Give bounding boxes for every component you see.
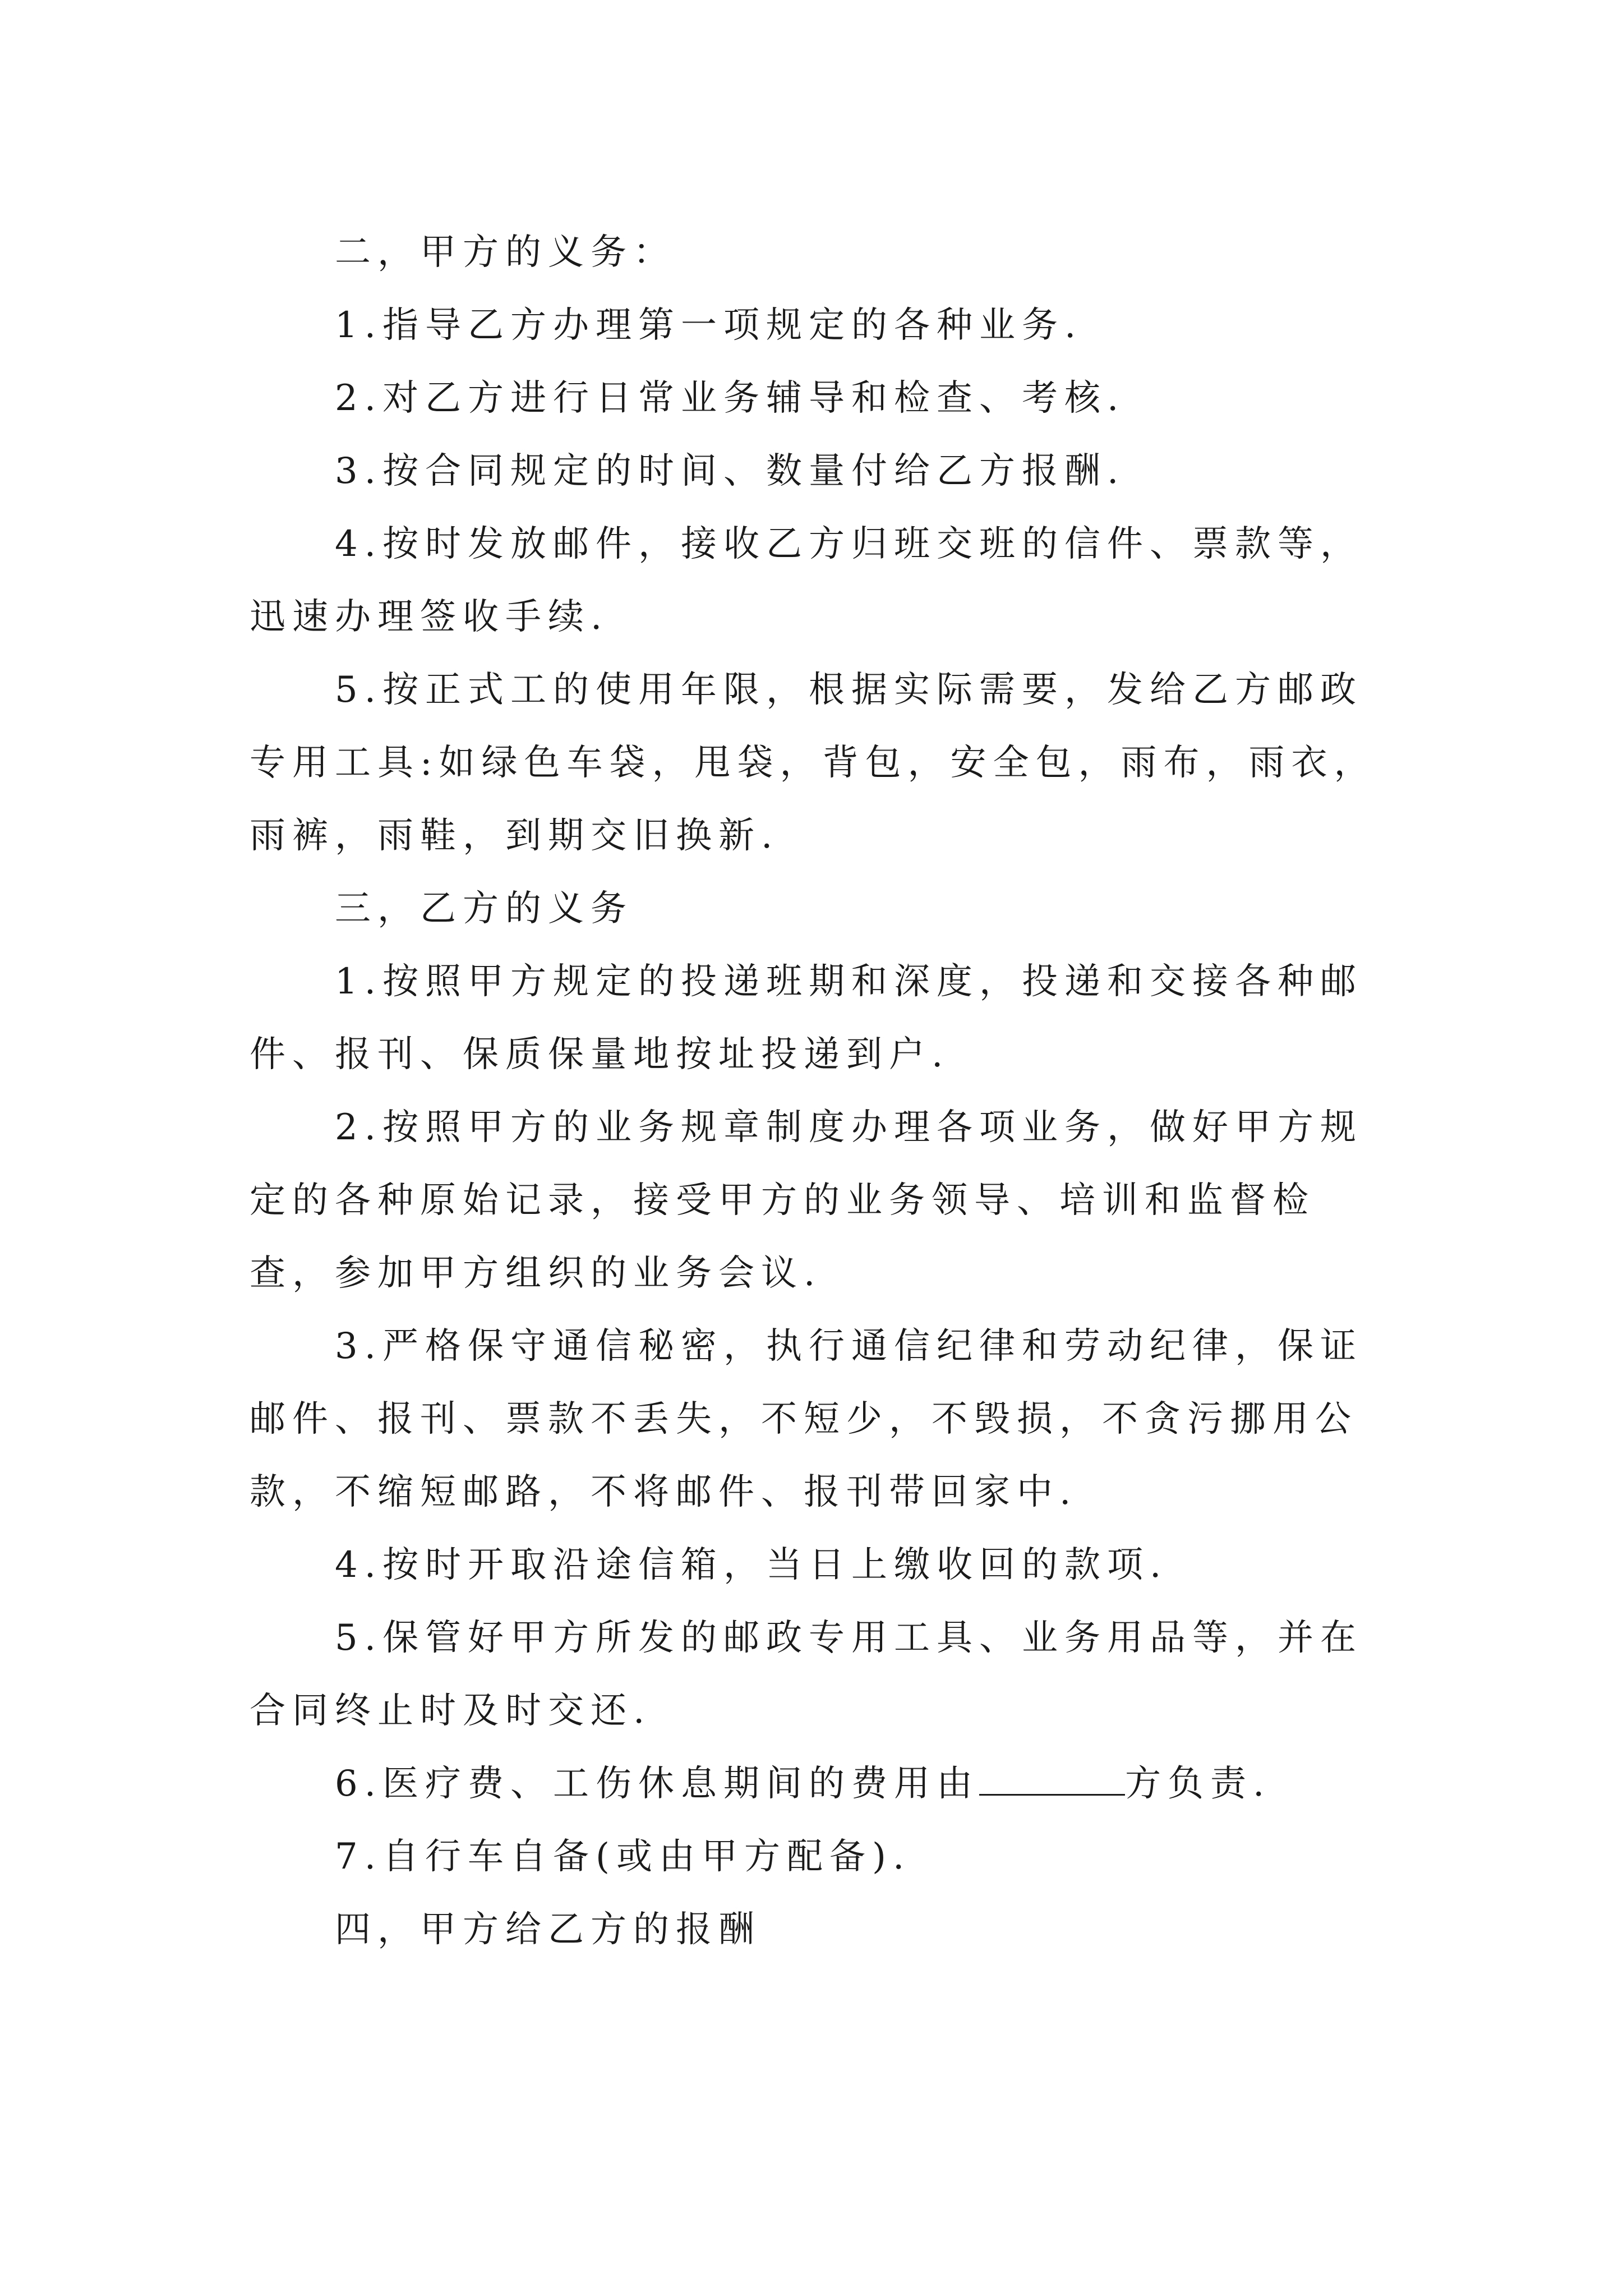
clause-b6-text-after: 方负责. [1125, 1763, 1271, 1805]
clause-b5: 5.保管好甲方所发的邮政专用工具、业务用品等，并在合同终止时及时交还. [250, 1617, 1363, 1732]
fill-in-blank[interactable] [979, 1760, 1125, 1796]
clause-b6-text-before: 6.医疗费、工伤休息期间的费用由 [335, 1763, 980, 1805]
clause-b4: 4.按时开取沿途信箱，当日上缴收回的款项. [335, 1544, 1168, 1586]
clause-a1: 1.指导乙方办理第一项规定的各种业务. [335, 305, 1083, 346]
section-heading-compensation: 四，甲方给乙方的报酬 [335, 1909, 761, 1950]
clause-a2: 2.对乙方进行日常业务辅导和检查、考核. [335, 378, 1126, 419]
document-body [250, 216, 1394, 1966]
clause-a4: 4.按时发放邮件，接收乙方归班交班的信件、票款等，迅速办理签收手续. [250, 523, 1363, 638]
clause-b3: 3.严格保守通信秘密，执行通信纪律和劳动纪律，保证邮件、报刊、票款不丢失，不短少，不毁损，不贪污挪用公款，不缩短邮路，不将邮件、报刊带回家中. [250, 1326, 1363, 1513]
clause-a5: 5.按正式工的使用年限，根据实际需要，发给乙方邮政专用工具:如绿色车袋，甩袋，背包，安全包，雨布，雨衣，雨裤，雨鞋，到期交旧换新. [250, 669, 1377, 857]
clause-a3: 3.按合同规定的时间、数量付给乙方报酬. [335, 450, 1126, 492]
section-heading-party-b: 三，乙方的义务 [335, 888, 633, 930]
clause-b7: 7.自行车自备(或由甲方配备). [335, 1836, 911, 1878]
clause-b2: 2.按照甲方的业务规章制度办理各项业务，做好甲方规定的各种原始记录，接受甲方的业务领导、培训和监督检查，参加甲方组织的业务会议. [250, 1107, 1363, 1294]
section-heading-party-a: 二，甲方的义务： [335, 232, 676, 273]
clause-b1: 1.按照甲方规定的投递班期和深度，投递和交接各种邮件、报刊、保质保量地按址投递到户. [250, 961, 1363, 1075]
clause-b6 [250, 1747, 1394, 1820]
